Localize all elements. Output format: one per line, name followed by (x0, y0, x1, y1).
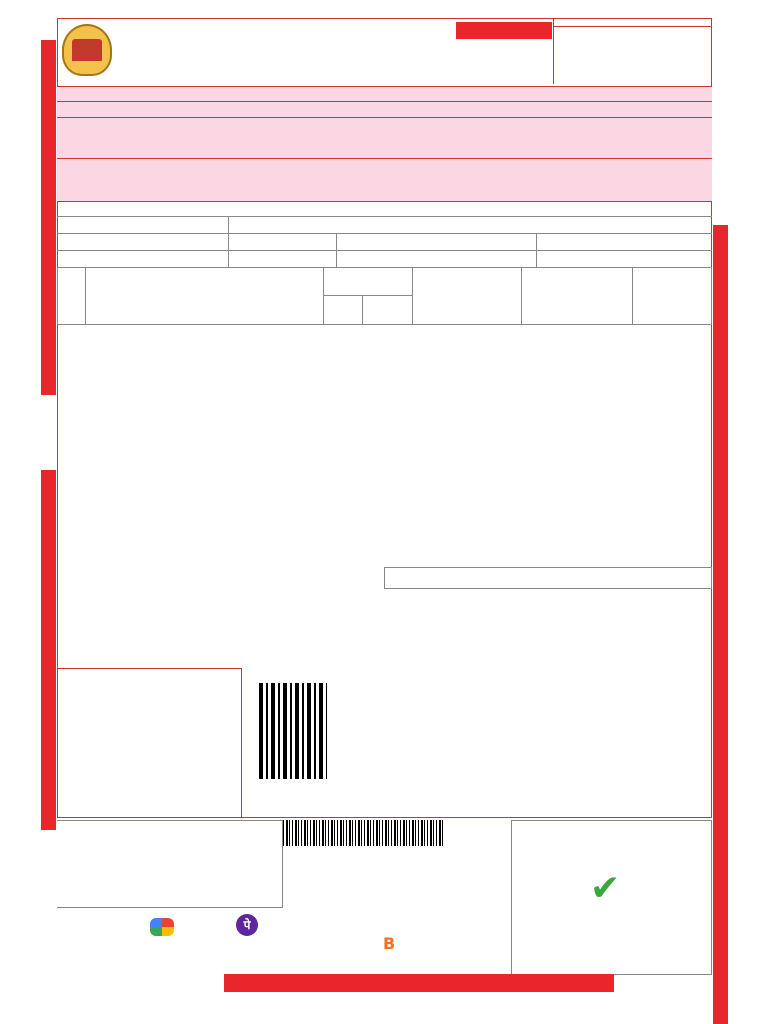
header-rate-nonres (362, 296, 412, 325)
header-sr (58, 268, 86, 325)
row-divider (57, 101, 712, 102)
barcode-icon (283, 820, 443, 846)
copy-label (456, 22, 552, 39)
house-row (518, 88, 548, 98)
tax-header-row (58, 268, 712, 296)
header-rate-res (323, 296, 362, 325)
header-desc (86, 268, 324, 325)
row-divider (57, 117, 712, 118)
col-divider (336, 233, 337, 267)
row-divider (57, 250, 712, 251)
row-divider (57, 233, 712, 234)
payment-box (57, 668, 242, 818)
header-total (632, 268, 711, 325)
phonepe-icon: पे (236, 914, 258, 936)
ptn-box (553, 18, 712, 84)
tmc-logo-icon (62, 24, 112, 76)
header-second-half (522, 268, 632, 325)
bharat-billpay-logo[interactable] (383, 934, 423, 953)
bharat-billpay-icon: B (383, 934, 396, 953)
header-first-half (412, 268, 522, 325)
phonepe-logo[interactable] (236, 914, 258, 938)
row-divider (57, 158, 712, 159)
qr-code-icon[interactable] (259, 683, 327, 779)
col-divider (228, 216, 229, 267)
google-pay-logo[interactable] (150, 918, 174, 940)
right-side-note-top (713, 225, 728, 645)
row-divider (57, 216, 712, 217)
subcode-value (554, 30, 712, 34)
left-side-note-bottom (41, 470, 56, 830)
right-side-note-bottom (713, 645, 728, 1024)
notice-box (57, 567, 382, 667)
footer-banner (224, 974, 614, 992)
check-icon: ✔ (590, 868, 621, 909)
header-rate (323, 268, 412, 296)
help-center (57, 820, 283, 908)
notice-line2 (57, 573, 382, 577)
col-divider (536, 233, 537, 267)
tax-table (57, 267, 712, 325)
info-block (57, 86, 712, 202)
summary-total-row (384, 567, 712, 589)
bill-date-row (518, 105, 532, 115)
left-side-note-top (41, 40, 56, 395)
google-pay-icon (150, 918, 174, 936)
